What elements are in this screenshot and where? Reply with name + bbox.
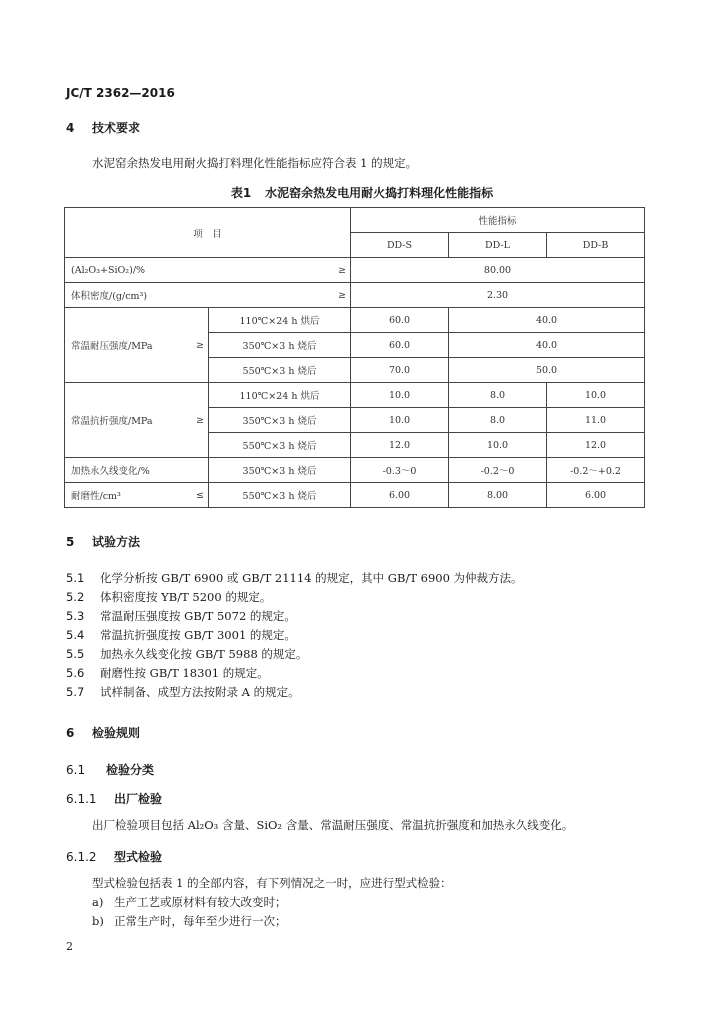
section-number: 6.1.2 bbox=[66, 850, 97, 864]
table-cell: 12.0 bbox=[351, 433, 449, 458]
clause-5-3 bbox=[66, 608, 296, 624]
table-cell: -0.3～0 bbox=[351, 458, 449, 483]
condition-cell: 550℃×3 h 烧后 bbox=[209, 433, 351, 458]
section-6-1-heading bbox=[66, 761, 154, 778]
section-6-heading bbox=[66, 724, 140, 741]
clause-number: 5.7 bbox=[66, 685, 85, 699]
table-cell: 6.00 bbox=[351, 483, 449, 508]
table-cell: 8.00 bbox=[449, 483, 547, 508]
table-cell: 11.0 bbox=[547, 408, 645, 433]
list-marker: a) bbox=[92, 895, 104, 909]
header-group: 性能指标 bbox=[351, 208, 645, 233]
section-4-heading bbox=[66, 119, 140, 136]
table-cell: 10.0 bbox=[449, 433, 547, 458]
section-number: 5 bbox=[66, 535, 75, 549]
row-name bbox=[65, 258, 351, 283]
condition-cell: 350℃×3 h 烧后 bbox=[209, 333, 351, 358]
list-marker: b) bbox=[92, 914, 104, 928]
row-operator: ≤ bbox=[196, 489, 204, 501]
row-label: 常温耐压强度/MPa bbox=[71, 341, 153, 352]
table-cell: -0.2～0 bbox=[449, 458, 547, 483]
section-title: 检验分类 bbox=[106, 763, 155, 777]
row-label: 体积密度/(g/cm³) bbox=[71, 291, 148, 302]
list-text: 生产工艺或原材料有较大改变时； bbox=[114, 895, 287, 909]
list-item bbox=[92, 913, 287, 929]
table-cell: 40.0 bbox=[449, 308, 645, 333]
clause-5-5 bbox=[66, 646, 307, 662]
clause-text: 试样制备、成型方法按附录 A 的规定。 bbox=[100, 685, 300, 699]
clause-text: 化学分析按 GB/T 6900 或 GB/T 21114 的规定，其中 GB/T 6900 为仲裁方法。 bbox=[100, 571, 523, 585]
section-title: 试验方法 bbox=[92, 535, 141, 549]
condition-cell: 110℃×24 h 烘后 bbox=[209, 383, 351, 408]
table-row bbox=[65, 483, 645, 508]
table-cell: -0.2～+0.2 bbox=[547, 458, 645, 483]
clause-number: 5.6 bbox=[66, 666, 85, 680]
header-col-dd-b: DD-B bbox=[547, 233, 645, 258]
row-name bbox=[65, 383, 209, 458]
clause-5-6 bbox=[66, 665, 269, 681]
section-number: 6 bbox=[66, 726, 75, 740]
clause-number: 5.3 bbox=[66, 609, 85, 623]
table-caption-text: 水泥窑余热发电用耐火捣打料理化性能指标 bbox=[265, 186, 494, 200]
clause-text: 常温耐压强度按 GB/T 5072 的规定。 bbox=[100, 609, 296, 623]
table-header-row bbox=[65, 208, 645, 233]
row-label: (Al₂O₃+SiO₂)/% bbox=[71, 264, 146, 276]
list-item bbox=[92, 894, 287, 910]
section-6-1-2-paragraph: 型式检验包括表 1 的全部内容，有下列情况之一时，应进行型式检验： bbox=[92, 876, 452, 890]
section-6-1-2-heading bbox=[66, 848, 162, 865]
clause-5-7 bbox=[66, 684, 300, 700]
table-cell: 8.0 bbox=[449, 383, 547, 408]
table-cell: 60.0 bbox=[351, 308, 449, 333]
section-number: 6.1.1 bbox=[66, 792, 97, 806]
section-title: 技术要求 bbox=[92, 121, 141, 135]
row-name: 加热永久线变化/% bbox=[65, 458, 209, 483]
clause-number: 5.1 bbox=[66, 571, 85, 585]
row-label: 常温抗折强度/MPa bbox=[71, 416, 153, 427]
section-6-1-1-heading bbox=[66, 790, 162, 807]
condition-cell: 550℃×3 h 烧后 bbox=[209, 483, 351, 508]
row-operator: ≥ bbox=[196, 414, 204, 426]
standard-number: JC/T 2362—2016 bbox=[66, 86, 175, 100]
table-cell: 80.00 bbox=[351, 258, 645, 283]
properties-table bbox=[64, 207, 645, 508]
clause-5-2 bbox=[66, 589, 271, 605]
row-name bbox=[65, 483, 209, 508]
section-title: 型式检验 bbox=[114, 850, 163, 864]
clause-number: 5.5 bbox=[66, 647, 85, 661]
section-4-paragraph: 水泥窑余热发电用耐火捣打料理化性能指标应符合表 1 的规定。 bbox=[92, 156, 418, 170]
clause-text: 加热永久线变化按 GB/T 5988 的规定。 bbox=[100, 647, 308, 661]
section-number: 4 bbox=[66, 121, 75, 135]
table-row bbox=[65, 458, 645, 483]
clause-5-1 bbox=[66, 570, 523, 586]
page-number: 2 bbox=[66, 940, 73, 953]
header-col-dd-s: DD-S bbox=[351, 233, 449, 258]
table-cell: 8.0 bbox=[449, 408, 547, 433]
table-cell: 2.30 bbox=[351, 283, 645, 308]
table-row bbox=[65, 308, 645, 333]
row-label: 耐磨性/cm³ bbox=[71, 491, 121, 502]
table-cell: 10.0 bbox=[547, 383, 645, 408]
row-operator: ≥ bbox=[196, 339, 204, 351]
table-cell: 10.0 bbox=[351, 408, 449, 433]
list-text: 正常生产时，每年至少进行一次； bbox=[114, 914, 287, 928]
table-cell: 10.0 bbox=[351, 383, 449, 408]
table-row bbox=[65, 283, 645, 308]
row-name bbox=[65, 308, 209, 383]
clause-number: 5.2 bbox=[66, 590, 85, 604]
clause-5-4 bbox=[66, 627, 296, 643]
table-row bbox=[65, 258, 645, 283]
section-number: 6.1 bbox=[66, 763, 86, 777]
table-cell: 70.0 bbox=[351, 358, 449, 383]
condition-cell: 350℃×3 h 烧后 bbox=[209, 408, 351, 433]
header-col-dd-l: DD-L bbox=[449, 233, 547, 258]
table-cell: 60.0 bbox=[351, 333, 449, 358]
table-cell: 6.00 bbox=[547, 483, 645, 508]
section-title: 出厂检验 bbox=[114, 792, 163, 806]
section-6-1-1-paragraph: 出厂检验项目包括 Al₂O₃ 含量、SiO₂ 含量、常温耐压强度、常温抗折强度和加热永久线变化。 bbox=[92, 818, 574, 832]
table-cell: 12.0 bbox=[547, 433, 645, 458]
table-cell: 40.0 bbox=[449, 333, 645, 358]
condition-cell: 350℃×3 h 烧后 bbox=[209, 458, 351, 483]
clause-text: 体积密度按 YB/T 5200 的规定。 bbox=[100, 590, 272, 604]
row-operator: ≥ bbox=[338, 289, 347, 301]
clause-number: 5.4 bbox=[66, 628, 85, 642]
condition-cell: 110℃×24 h 烘后 bbox=[209, 308, 351, 333]
clause-text: 耐磨性按 GB/T 18301 的规定。 bbox=[100, 666, 269, 680]
table-cell: 50.0 bbox=[449, 358, 645, 383]
table-row bbox=[65, 383, 645, 408]
clause-text: 常温抗折强度按 GB/T 3001 的规定。 bbox=[100, 628, 296, 642]
row-operator: ≥ bbox=[338, 264, 347, 276]
header-item: 项 目 bbox=[65, 208, 351, 258]
table-caption bbox=[0, 184, 724, 201]
table-caption-number: 表1 bbox=[230, 186, 252, 200]
row-name bbox=[65, 283, 351, 308]
section-5-heading bbox=[66, 533, 140, 550]
condition-cell: 550℃×3 h 烧后 bbox=[209, 358, 351, 383]
section-title: 检验规则 bbox=[92, 726, 141, 740]
